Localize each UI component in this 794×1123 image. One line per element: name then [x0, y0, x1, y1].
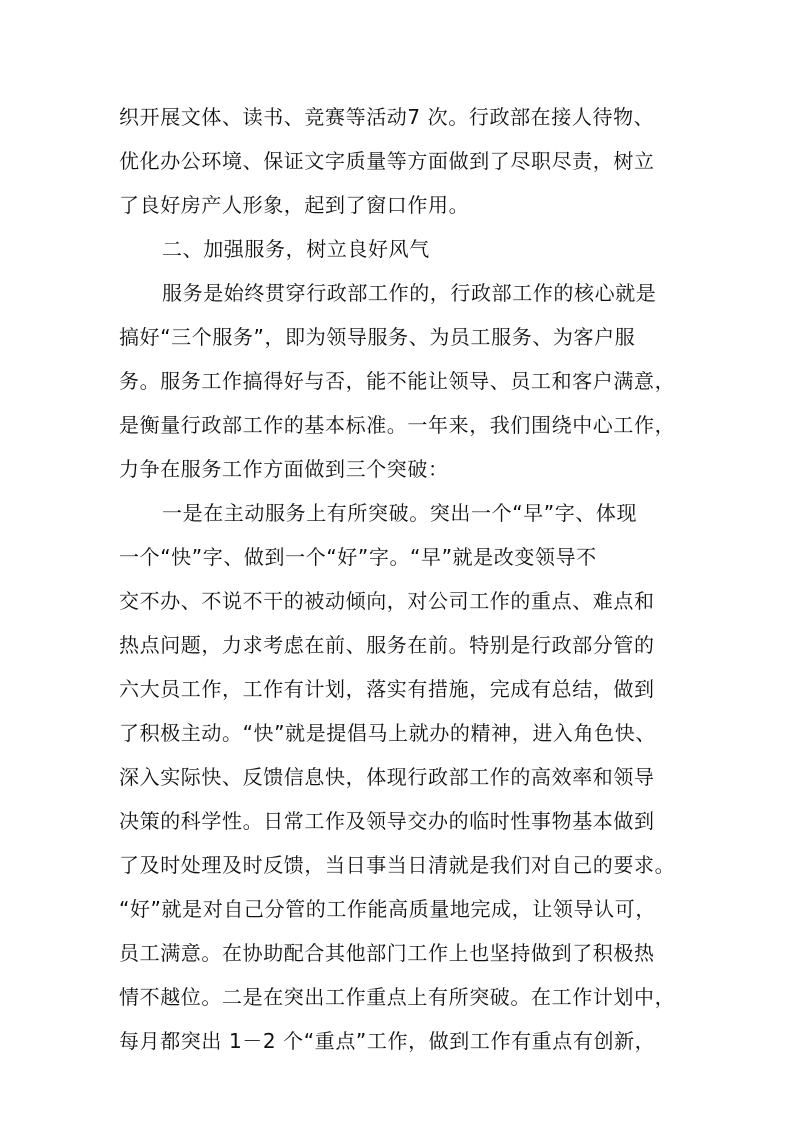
text-line: 员工满意。在协助配合其他部门工作上也坚持做到了积极热: [119, 941, 655, 965]
text-line: 交不办、不说不干的被动倾向，对公司工作的重点、难点和: [119, 589, 655, 613]
text-line: 优化办公环境、保证文字质量等方面做到了尽职尽责，树立: [119, 149, 655, 173]
text-line: 织开展文体、读书、竞赛等活动7 次。行政部在接人待物、: [119, 105, 655, 129]
text-line: 了及时处理及时反馈，当日事当日清就是我们对自己的要求。: [119, 853, 676, 877]
text-line: 搞好“三个服务”，即为领导服务、为员工服务、为客户服: [119, 325, 636, 349]
text-line: 服务是始终贯穿行政部工作的，行政部工作的核心就是: [162, 281, 657, 305]
text-line: “好”就是对自己分管的工作能高质量地完成，让领导认可，: [119, 897, 656, 921]
text-line: 了积极主动。“快”就是提倡马上就办的精神，进入角色快、: [119, 721, 656, 745]
text-line: 热点问题，力求考虑在前、服务在前。特别是行政部分管的: [119, 633, 655, 657]
text-line: 六大员工作，工作有计划，落实有措施，完成有总结，做到: [119, 677, 655, 701]
text-line: 决策的科学性。日常工作及领导交办的临时性事物基本做到: [119, 809, 655, 833]
section-heading: 二、加强服务，树立良好风气: [162, 237, 430, 261]
text-line: 力争在服务工作方面做到三个突破：: [119, 457, 449, 481]
text-line: 一个“快”字、做到一个“好”字。“早”就是改变领导不: [119, 545, 597, 569]
text-line: 每月都突出 1－2 个“重点”工作，做到工作有重点有创新，: [119, 1029, 656, 1053]
text-line: 深入实际快、反馈信息快，体现行政部工作的高效率和领导: [119, 765, 655, 789]
text-line: 是衡量行政部工作的基本标准。一年来，我们围绕中心工作，: [119, 413, 676, 437]
text-line: 一是在主动服务上有所突破。突出一个“早”字、体现: [162, 501, 638, 525]
text-line: 了良好房产人形象，起到了窗口作用。: [119, 193, 470, 217]
text-line: 务。服务工作搞得好与否，能不能让领导、员工和客户满意，: [119, 369, 676, 393]
text-line: 情不越位。二是在突出工作重点上有所突破。在工作计划中，: [119, 985, 676, 1009]
